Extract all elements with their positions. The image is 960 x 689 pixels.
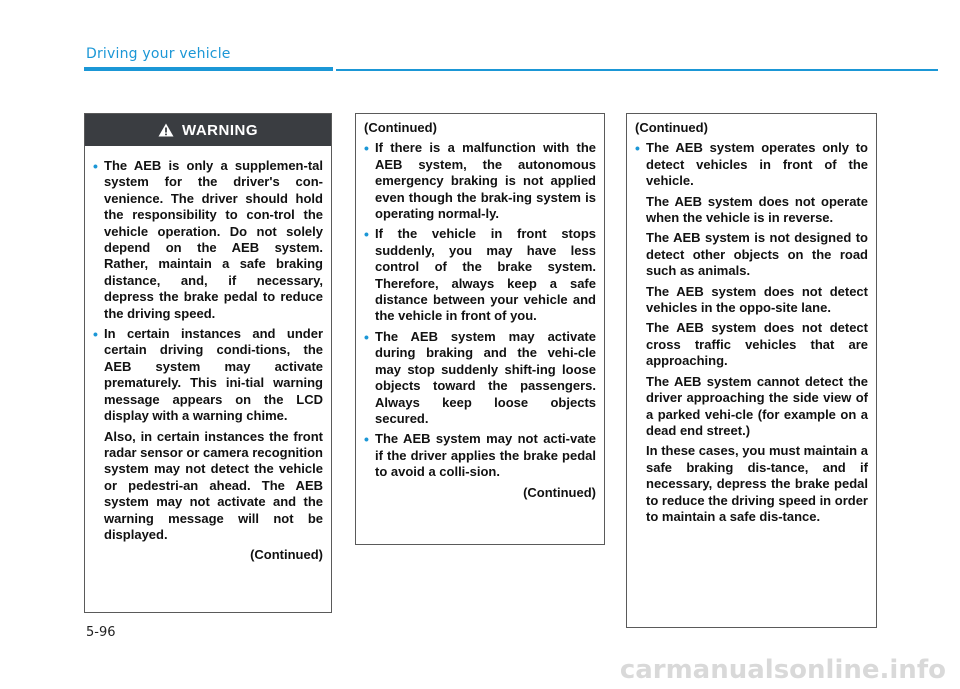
list-item [364,140,596,222]
list-item [635,140,868,189]
paragraph: The AEB system does not operate when the vehicle is in reverse. [646,193,868,226]
paragraph: The AEB system cannot detect the driver approaching the side view of a parked vehi-cle (for example on a dead end street.) [646,373,868,438]
paragraph: Also, in certain instances the front radar sensor or camera recognition system may not detect the vehicle or pedestri-an ahead. The AEB system may not activate and the warning message will not be displayed. [104,428,323,542]
continued-box-3 [626,113,877,628]
paragraph: The AEB system does not detect vehicles in the oppo-site lane. [646,283,868,316]
warning-label: WARNING [182,121,258,139]
watermark: carmanualsonline.info [619,655,946,685]
bullet-icon: • [364,328,369,345]
header-rule-thick [84,67,333,71]
warning-box [84,113,332,613]
warning-triangle-icon [158,123,174,137]
continued-box-2 [355,113,605,545]
item-text: If there is a malfunction with the AEB system, the autonomous emergency braking is not applied even though the brak-ing system is operating normal-ly. [375,140,596,222]
bullet-icon: • [93,158,98,174]
continued-label: (Continued) [523,484,596,500]
item-text: The AEB system may activate during braking and the vehi-cle may stop suddenly shift-ing loose objects toward the passengers. Always keep loose objects secured. [375,328,596,426]
header-rule-thin [336,69,938,71]
warning-header [85,114,331,146]
continued-label: (Continued) [364,120,437,135]
section-title: Driving your vehicle [86,46,231,62]
bullet-icon: • [364,140,369,157]
bullet-icon: • [364,226,369,243]
box2-content [356,114,604,501]
paragraph: The AEB system does not detect cross traffic vehicles that are approaching. [646,320,868,369]
item-text: If the vehicle in front stops suddenly, you may have less control of the brake system. Therefore, always keep a safe distance between your vehicle and the vehicle in front of you. [375,226,596,324]
bullet-icon: • [364,431,369,448]
warning-content [85,146,331,564]
bullet-icon: • [93,326,98,343]
continued-label: (Continued) [250,547,323,563]
page-number: 5-96 [86,625,116,640]
item-text: The AEB system operates only to detect vehicles in front of the vehicle. [646,140,868,189]
list-item [364,329,596,427]
paragraph: In these cases, you must maintain a safe braking dis-tance, and if necessary, depress the brake pedal to reduce the driving speed in order to maintain a safe dis-tance. [646,443,868,524]
bullet-icon: • [635,140,640,157]
list-item [364,431,596,480]
continued-label: (Continued) [635,120,708,135]
paragraph: The AEB system is not designed to detect other objects on the road such as animals. [646,230,868,279]
list-item [364,226,596,324]
box3-content [627,114,876,525]
list-item [93,158,323,322]
list-item [93,326,323,424]
item-text: The AEB system may not acti-vate if the driver applies the brake pedal to avoid a colli-sion. [375,431,596,480]
item-text: In certain instances and under certain driving condi-tions, the AEB system may activate prematurely. This ini-tial warning message appears on the LCD display with a warning chime. [104,326,323,424]
item-text: The AEB is only a supplemen-tal system for the driver's con-venience. The driver should hold the responsibility to con-trol the vehicle operation. Do not solely depend on the AEB system. Rather, maintain a safe braking distance, and, if necessary, depress the brake pedal to reduce the driving speed. [104,158,323,321]
